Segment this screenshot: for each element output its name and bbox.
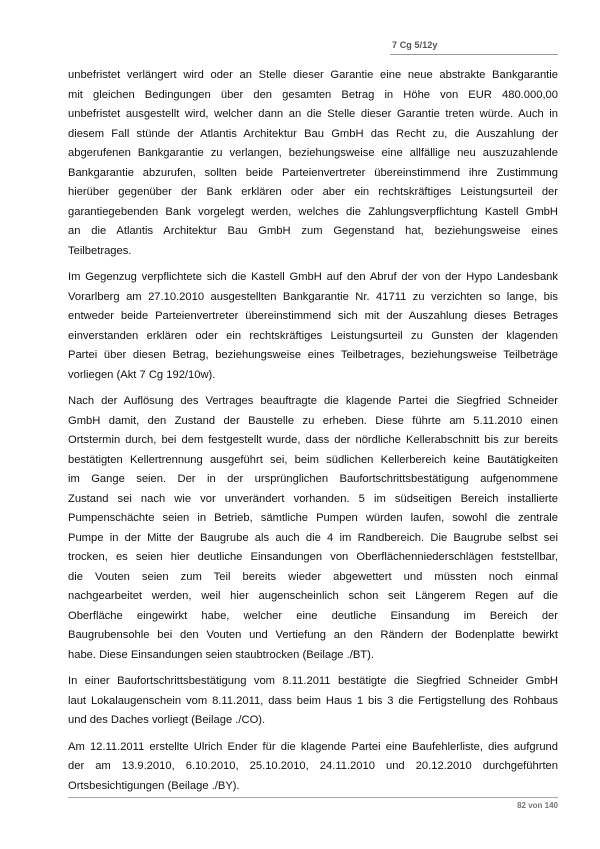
text-line: laut Lokalaugenschein vom 8.11.2011, dass beim Haus 1 bis 3 die Fertigstellung des Rohbaus bbox=[68, 694, 558, 707]
text-line: Teilbetrages. bbox=[68, 244, 132, 257]
text-line: Ortstermin durch, bei dem festgestellt wurde, dass der nördliche Kellerabschnitt bis zur bereits bbox=[68, 434, 558, 446]
text-line: Vorarlberg am 27.10.2010 ausgestellten Bankgarantie Nr. 41711 zu verzichten so lange, bis bbox=[68, 290, 558, 303]
case-reference: 7 Cg 5/12y bbox=[392, 40, 438, 50]
paragraph-2 bbox=[68, 268, 558, 385]
text-line: Pumpe in der Mitte der Baugrube als auch die 4 im Randbereich. Die Baugrube selbst sei bbox=[68, 531, 558, 544]
text-line: Nach der Auflösung des Vertrages beauftragte die klagende Partei die Siegfried Schneider bbox=[68, 395, 558, 407]
text-line: Baugrubensohle bei den Vouten und Vertiefung an den Rändern der Bodenplatte bewirkt bbox=[68, 629, 558, 641]
page-number: 82 von 140 bbox=[517, 801, 558, 810]
footer-divider bbox=[68, 797, 558, 798]
text-line: einverstanden erklären oder ein rechtskräftiges Leistungsurteil zu Gunsten der klagenden bbox=[68, 329, 558, 342]
text-line: Ortsbesichtigungen (Beilage ./BY). bbox=[68, 779, 240, 792]
text-line: unbefristet verlängert wird oder an Stelle dieser Garantie eine neue abstrakte Bankgarantie bbox=[68, 69, 558, 81]
text-line: der am 13.9.2010, 6.10.2010, 25.10.2010, 24.11.2010 und 20.12.2010 durchgeführten bbox=[68, 760, 558, 772]
text-line: und des Daches vorliegt (Beilage ./CO). bbox=[68, 714, 266, 726]
text-line: im Gange seien. Der in der ursprünglichen Baufortschrittsbestätigung aufgenommene bbox=[68, 473, 558, 485]
text-line: garantiegebenden Bank vorgelegt werden, welches die Zahlungsverpflichtung Kastell GmbH bbox=[68, 205, 558, 218]
text-line: Oberfläche eingewirkt habe, welcher eine deutliche Einsandung im Bereich der bbox=[68, 609, 558, 622]
text-line: In einer Baufortschrittsbestätigung vom 8.11.2011 bestätigte die Siegfried Schneider GmbH bbox=[68, 675, 558, 687]
text-line: abgerufenen Bankgarantie zu verlangen, beziehungsweise eine allfällige neu auszuzahlende bbox=[68, 147, 558, 159]
text-line: entweder beide Parteienvertreter übereinstimmend sich mit der Auszahlung dieses Betrages bbox=[68, 310, 558, 322]
paragraph-1 bbox=[68, 66, 558, 261]
text-line: GmbH damit, den Zustand der Baustelle zu erheben. Diese führte am 5.11.2010 einen bbox=[68, 414, 558, 427]
text-line: unbefristet ausgestellt wird, welcher dann an die Stelle dieser Garantie treten würde. Auch in bbox=[68, 108, 558, 120]
paragraph-5 bbox=[68, 738, 558, 797]
text-line: Zustand sei nach wie vor unverändert vorhanden. 5 im südseitigen Bereich installierte bbox=[68, 492, 558, 505]
text-line: bestätigten Kellertrennung ausgeführt sei, beim südlichen Kellerbereich keine Bautätigkeiten bbox=[68, 453, 558, 466]
text-line: trocken, es seien hier deutliche Einsandungen von Oberflächenniederschlägen feststellbar, bbox=[68, 551, 558, 563]
text-line: habe. Diese Einsandungen seien staubtrocken (Beilage ./BT). bbox=[68, 648, 374, 661]
text-line: mit gleichen Bedingungen über den gesamten Betrag in Höhe von EUR 480.000,00 bbox=[68, 88, 558, 101]
text-line: nachgearbeitet werden, weil hier augenscheinlich schon seit Längerem Regen auf die bbox=[68, 590, 558, 602]
text-line: hierüber gegenüber der Bank erklären oder aber ein rechtskräftiges Leistungsurteil der bbox=[68, 186, 558, 198]
text-line: Am 12.11.2011 erstellte Ulrich Ender für die klagende Partei eine Baufehlerliste, dies aufgrund bbox=[68, 740, 558, 753]
text-line: Pumpenschächte seien in Betrieb, sämtliche Pumpen würden laufen, sowohl die zentrale bbox=[68, 512, 558, 524]
paragraph-4 bbox=[68, 672, 558, 731]
text-line: vorliegen (Akt 7 Cg 192/10w). bbox=[68, 368, 216, 381]
text-line: Bankgarantie abzurufen, sollten beide Parteienvertreter übereinstimmend ihre Zustimmung bbox=[68, 166, 558, 179]
document-body bbox=[68, 66, 558, 803]
page-header bbox=[390, 40, 558, 55]
text-line: Partei über diesen Betrag, beziehungsweise eines Teilbetrages, beziehungsweise Teilbeträge bbox=[68, 349, 558, 361]
text-line: die Vouten seien zum Teil bereits wieder abgewettert und müssten noch einmal bbox=[68, 570, 558, 583]
text-line: an die Atlantis Architektur Bau GmbH zum Gegenstand hat, beziehungsweise eines bbox=[68, 225, 558, 237]
text-line: diesem Fall stünde der Atlantis Architektur Bau GmbH das Recht zu, die Auszahlung der bbox=[68, 127, 558, 140]
text-line: Im Gegenzug verpflichtete sich die Kastell GmbH auf den Abruf der von der Hypo Landesbank bbox=[68, 271, 558, 283]
paragraph-3 bbox=[68, 392, 558, 665]
